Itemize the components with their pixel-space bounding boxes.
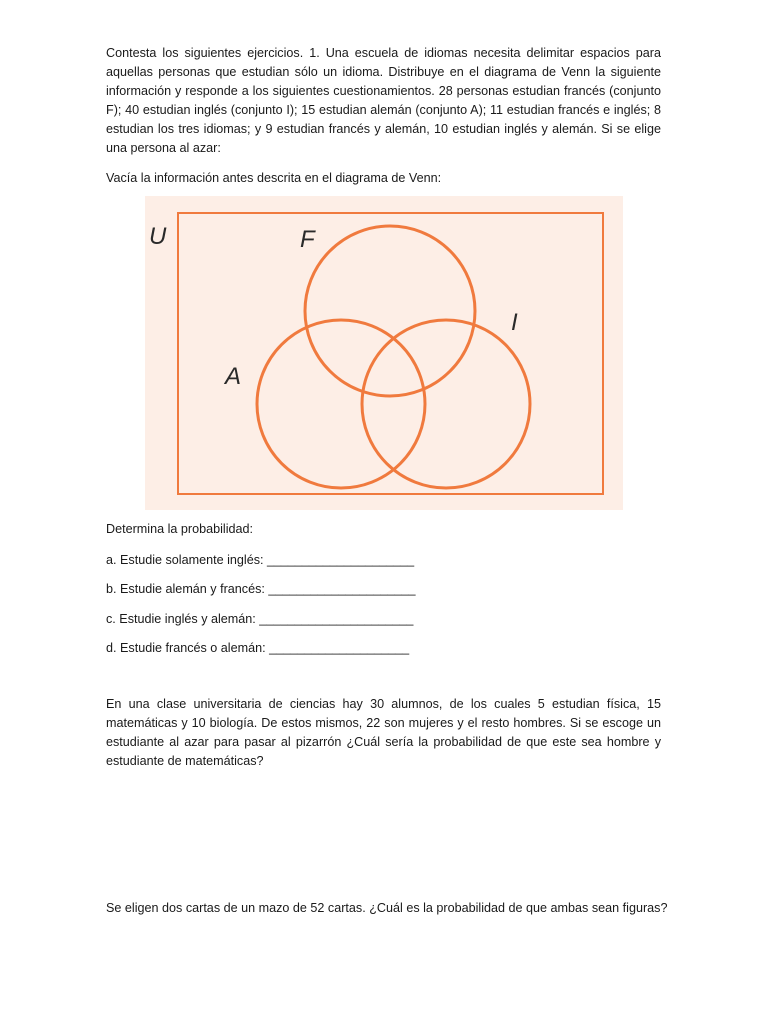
set-french-label: F (300, 226, 315, 253)
set-english-circle (362, 320, 530, 488)
venn-instruction: Vacía la información antes descrita en el diagrama de Venn: (106, 171, 442, 185)
set-german-circle (257, 320, 425, 488)
set-english-label: I (511, 309, 518, 336)
venn-diagram (145, 196, 623, 510)
exercise-2-text: En una clase universitaria de ciencias hay 30 alumnos, de los cuales 5 estudian física, 15 matemáticas y 10 biología. De estos mismos, 22 son mujeres y el resto hombres. Si se escoge un estudiante al azar para pasar al pizarrón ¿Cuál sería la probabilidad de que este sea hombre y estudiante de matemáticas? (106, 697, 661, 768)
venn-svg (145, 196, 623, 510)
set-french-circle (305, 226, 475, 396)
exercise-3-text: Se eligen dos cartas de un mazo de 52 cartas. ¿Cuál es la probabilidad de que ambas sean figuras? (106, 901, 668, 915)
question-d: d. Estudie francés o alemán: ____________________ (106, 641, 410, 655)
question-b: b. Estudie alemán y francés: _____________________ (106, 582, 416, 596)
universe-rectangle (178, 213, 603, 494)
question-a: a. Estudie solamente inglés: _____________________ (106, 553, 415, 567)
exercise-1-intro: Contesta los siguientes ejercicios. 1. Una escuela de idiomas necesita delimitar espacios para aquellas personas que estudian sólo un idioma. Distribuye en el diagrama de Venn la siguiente información y responde a los siguientes cuestionamientos. 28 personas estudian francés (conjunto F); 40 estudian inglés (conjunto I); 15 estudian alemán (conjunto A); 11 estudian francés e inglés; 8 estudian los tres idiomas; y 9 estudian francés y alemán, 10 estudian inglés y alemán. Si se elige una persona al azar: (106, 46, 661, 155)
question-c: c. Estudie inglés y alemán: ______________________ (106, 612, 414, 626)
universe-label: U (149, 223, 167, 250)
probability-heading: Determina la probabilidad: (106, 522, 254, 536)
set-german-label: A (225, 363, 242, 390)
